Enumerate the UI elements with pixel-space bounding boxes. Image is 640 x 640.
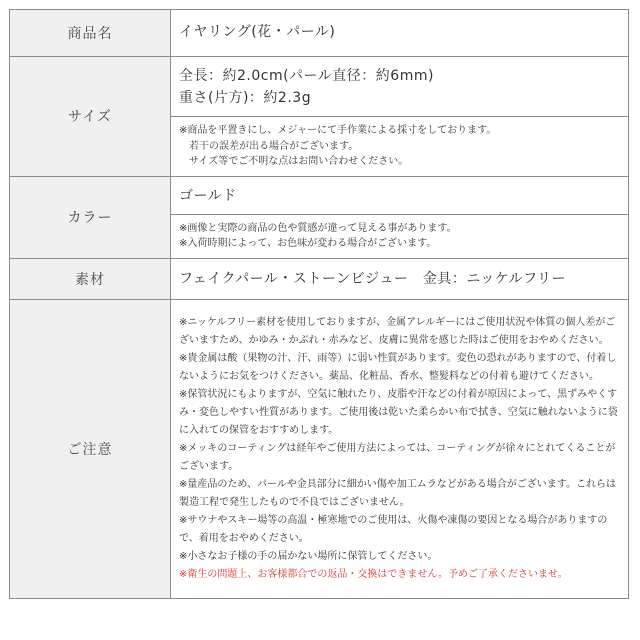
size-length: 全長：約2.0cm(パール直径：約6mm) (179, 68, 434, 84)
value-cell-material (171, 258, 629, 299)
caution-note: ※サウナやスキー場等の高温・極寒地でのご使用は、火傷や凍傷の要因となる場合がありますので、着用をおやめください。 (179, 514, 608, 544)
size-values (171, 57, 628, 116)
product-name-value: イヤリング(花・パール) (179, 24, 336, 40)
size-weight: 重さ(片方)：約2.3g (179, 90, 312, 106)
product-spec-table (9, 9, 629, 599)
caution-note: ※メッキのコーティングは経年やご使用方法によっては、コーティングが徐々にとれてくることがございます。 (179, 442, 616, 472)
label-color: カラー (10, 176, 171, 258)
color-note: ※画像と実際の商品の色や質感が違って見える事があります。 (179, 222, 457, 234)
caution-note: ※小さなお子様の手の届かない場所に保管してください。 (179, 550, 438, 562)
size-notes (171, 116, 628, 176)
value-cell-product-name (171, 10, 629, 57)
caution-note: ※量産品のため、パールや金具部分に細かい傷や加工ムラなどがある場合がございます。これらは製造工程で発生したもので不良ではございません。 (179, 478, 616, 508)
row-color (10, 176, 629, 258)
size-note: サイズ等でご不明な点はお問い合わせください。 (189, 156, 409, 167)
size-note: 若干の誤差が出る場合がございます。 (189, 140, 359, 152)
caution-notes (171, 300, 628, 598)
label-caution: ご注意 (10, 299, 171, 598)
caution-note: ※保管状況にもよりますが、空気に触れたり、皮脂や汗などの付着が原因によって、黒ずみやくすみ・変色しやすい性質があります。ご使用後は乾いた柔らかい布で拭き、空気に触れないように袋に入れての保管をおすすめします。 (179, 388, 618, 436)
value-cell-size (171, 57, 629, 177)
row-product-name (10, 10, 629, 57)
color-note: ※入荷時期によって、お色味が変わる場合がございます。 (179, 238, 437, 249)
value-cell-color (171, 176, 629, 258)
color-value: ゴールド (179, 187, 237, 204)
color-notes (171, 214, 628, 258)
label-material: 素材 (10, 258, 171, 299)
size-note: ※商品を平置きにし、メジャーにて手作業による採寸をしております。 (179, 125, 497, 136)
caution-note: ※ニッケルフリー素材を使用しておりますが、金属アレルギーにはご使用状況や体質の個人差がございますため、かゆみ・かぶれ・赤みなど、皮膚に異常を感じた時はご使用をおやめください。 (179, 316, 616, 346)
row-material (10, 258, 629, 299)
row-caution (10, 299, 629, 598)
material-value: フェイクパール・ストーンビジュー 金具：ニッケルフリー (179, 270, 567, 287)
value-cell-caution (171, 299, 629, 598)
label-product-name: 商品名 (10, 10, 171, 57)
label-size: サイズ (10, 57, 171, 177)
caution-note: ※貴金属は酸（果物の汁、汗、雨等）に弱い性質があります。変色の恐れがありますので、付着しないようにお気をつけください。薬品、化粧品、香水、整髪料などの付着も避けてください。 (179, 352, 617, 382)
row-size (10, 57, 629, 177)
return-policy-warning: ※衛生の問題上、お客様都合での返品・交換はできません。予めご了承くださいませ。 (179, 568, 568, 580)
